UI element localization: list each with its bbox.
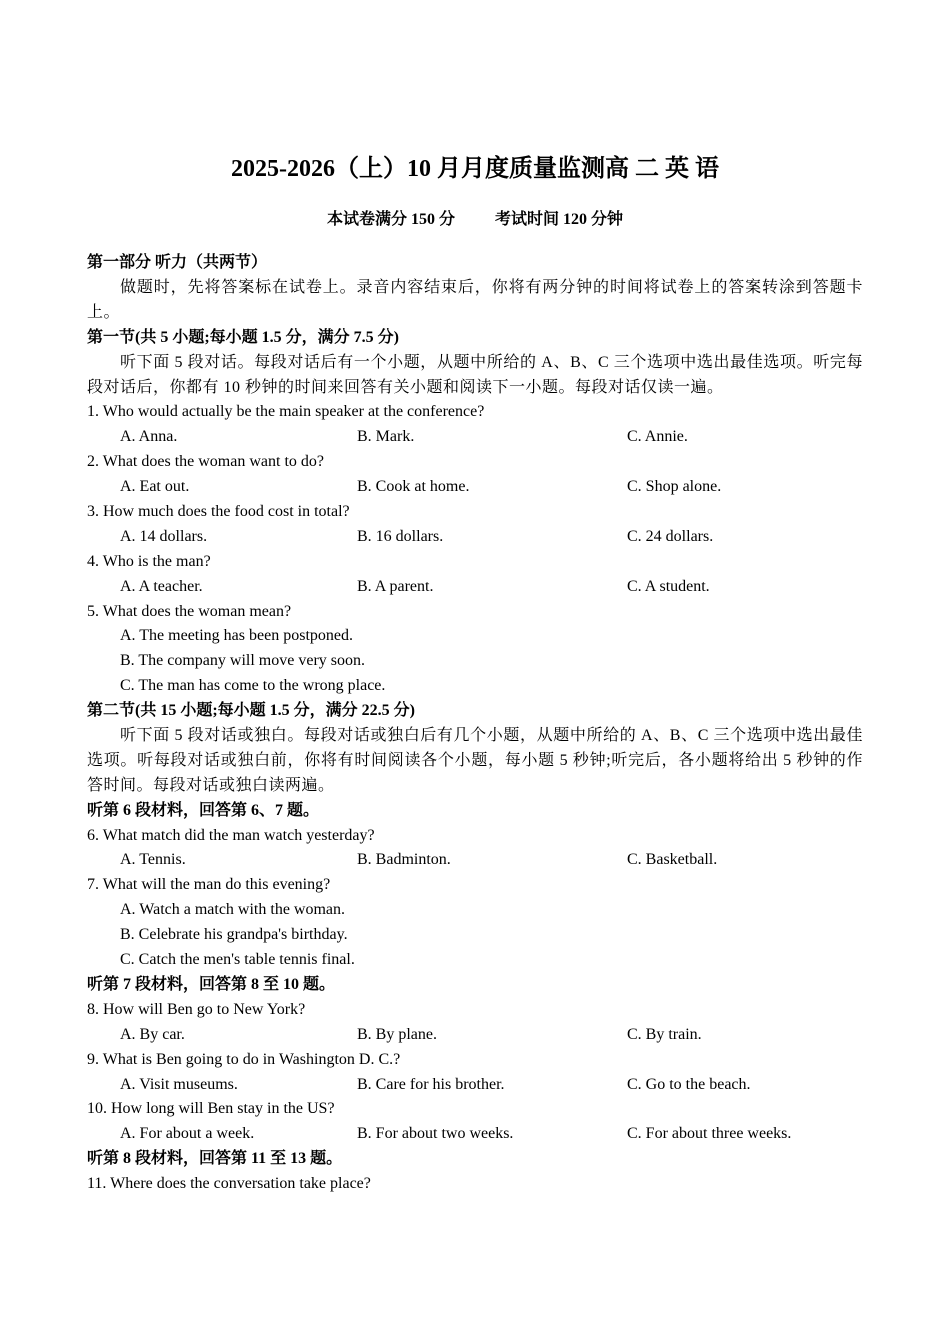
option-c: C. Annie. bbox=[627, 428, 688, 446]
part1-instruction: 做题时，先将答案标在试卷上。录音内容结束后，你将有两分钟的时间将试卷上的答案转涂到答题卡上。 bbox=[87, 278, 863, 321]
exam-content bbox=[87, 251, 863, 1197]
option-c: C. Basketball. bbox=[627, 851, 718, 869]
question-9-options bbox=[87, 1073, 863, 1098]
option-b: B. By plane. bbox=[357, 1025, 437, 1043]
question-3: 3. How much does the food cost in total? bbox=[87, 502, 350, 520]
question-8: 8. How will Ben go to New York? bbox=[87, 1000, 306, 1018]
option-b: B. Badminton. bbox=[357, 851, 451, 869]
option-a: A. A teacher. bbox=[120, 577, 203, 595]
question-9: 9. What is Ben going to do in Washington D. C.? bbox=[87, 1050, 401, 1068]
question-3-options bbox=[87, 525, 863, 550]
question-1: 1. Who would actually be the main speaker at the conference? bbox=[87, 403, 485, 421]
exam-time: 考试时间 120 分钟 bbox=[495, 211, 624, 228]
option-c: C. 24 dollars. bbox=[627, 527, 714, 545]
option-c: C. The man has come to the wrong place. bbox=[120, 677, 386, 695]
question-6-options bbox=[87, 848, 863, 873]
option-a: A. For about a week. bbox=[120, 1125, 255, 1143]
option-a: A. The meeting has been postponed. bbox=[120, 627, 353, 645]
material-8-heading: 听第 8 段材料，回答第 11 至 13 题。 bbox=[87, 1150, 343, 1168]
option-b: B. A parent. bbox=[357, 577, 434, 595]
question-5: 5. What does the woman mean? bbox=[87, 602, 292, 620]
option-a: A. Watch a match with the woman. bbox=[120, 901, 346, 919]
material-6-heading: 听第 6 段材料，回答第 6、7 题。 bbox=[87, 801, 320, 819]
question-10-options bbox=[87, 1122, 863, 1147]
question-11: 11. Where does the conversation take place? bbox=[87, 1175, 371, 1193]
exam-title: 2025-2026（上）10 月月度质量监测高 二 英 语 bbox=[231, 156, 719, 182]
question-2-options bbox=[87, 475, 863, 500]
section1-heading: 第一节(共 5 小题;每小题 1.5 分，满分 7.5 分) bbox=[87, 328, 399, 346]
material-7-heading: 听第 7 段材料，回答第 8 至 10 题。 bbox=[87, 975, 336, 993]
part1-heading: 第一部分 听力（共两节） bbox=[87, 254, 268, 271]
section1-instruction: 听下面 5 段对话。每段对话后有一个小题，从题中所给的 A、B、C 三个选项中选出最佳选项。听完每段对话后，你都有 10 秒钟的时间来回答有关小题和阅读下一小题。每段对话仅读一遍。 bbox=[87, 353, 863, 396]
section2-instruction: 听下面 5 段对话或独白。每段对话或独白后有几个小题，从题中所给的 A、B、C 三个选项中选出最佳选项。听每段对话或独白前，你将有时间阅读各个小题，每小题 5 秒钟;听完后，各小题将给出 5 秒钟的作答时间。每段对话或独白读两遍。 bbox=[87, 726, 863, 794]
option-a: A. Eat out. bbox=[120, 478, 190, 496]
question-7: 7. What will the man do this evening? bbox=[87, 876, 331, 894]
option-b: B. Celebrate his grandpa's birthday. bbox=[120, 926, 348, 944]
option-a: A. 14 dollars. bbox=[120, 527, 208, 545]
section2-heading: 第二节(共 15 小题;每小题 1.5 分，满分 22.5 分) bbox=[87, 702, 415, 720]
question-4: 4. Who is the man? bbox=[87, 552, 211, 570]
option-c: C. For about three weeks. bbox=[627, 1125, 792, 1143]
question-8-options bbox=[87, 1023, 863, 1048]
option-a: A. Anna. bbox=[120, 428, 178, 446]
option-b: B. For about two weeks. bbox=[357, 1125, 514, 1143]
option-b: B. The company will move very soon. bbox=[120, 652, 365, 670]
question-2: 2. What does the woman want to do? bbox=[87, 453, 324, 471]
option-a: A. Visit museums. bbox=[120, 1075, 238, 1093]
option-b: B. 16 dollars. bbox=[357, 527, 444, 545]
question-6: 6. What match did the man watch yesterday? bbox=[87, 826, 375, 844]
exam-subtitle bbox=[0, 208, 950, 232]
question-4-options bbox=[87, 575, 863, 600]
full-score: 本试卷满分 150 分 bbox=[326, 211, 455, 228]
option-b: B. Mark. bbox=[357, 428, 415, 446]
option-a: A. By car. bbox=[120, 1025, 185, 1043]
option-c: C. By train. bbox=[627, 1025, 702, 1043]
option-a: A. Tennis. bbox=[120, 851, 186, 869]
option-c: C. Go to the beach. bbox=[627, 1075, 751, 1093]
option-c: C. Shop alone. bbox=[627, 478, 722, 496]
option-c: C. Catch the men's table tennis final. bbox=[120, 951, 355, 969]
option-b: B. Care for his brother. bbox=[357, 1075, 505, 1093]
option-b: B. Cook at home. bbox=[357, 478, 470, 496]
option-c: C. A student. bbox=[627, 577, 710, 595]
question-1-options bbox=[87, 425, 863, 450]
question-10: 10. How long will Ben stay in the US? bbox=[87, 1100, 335, 1118]
